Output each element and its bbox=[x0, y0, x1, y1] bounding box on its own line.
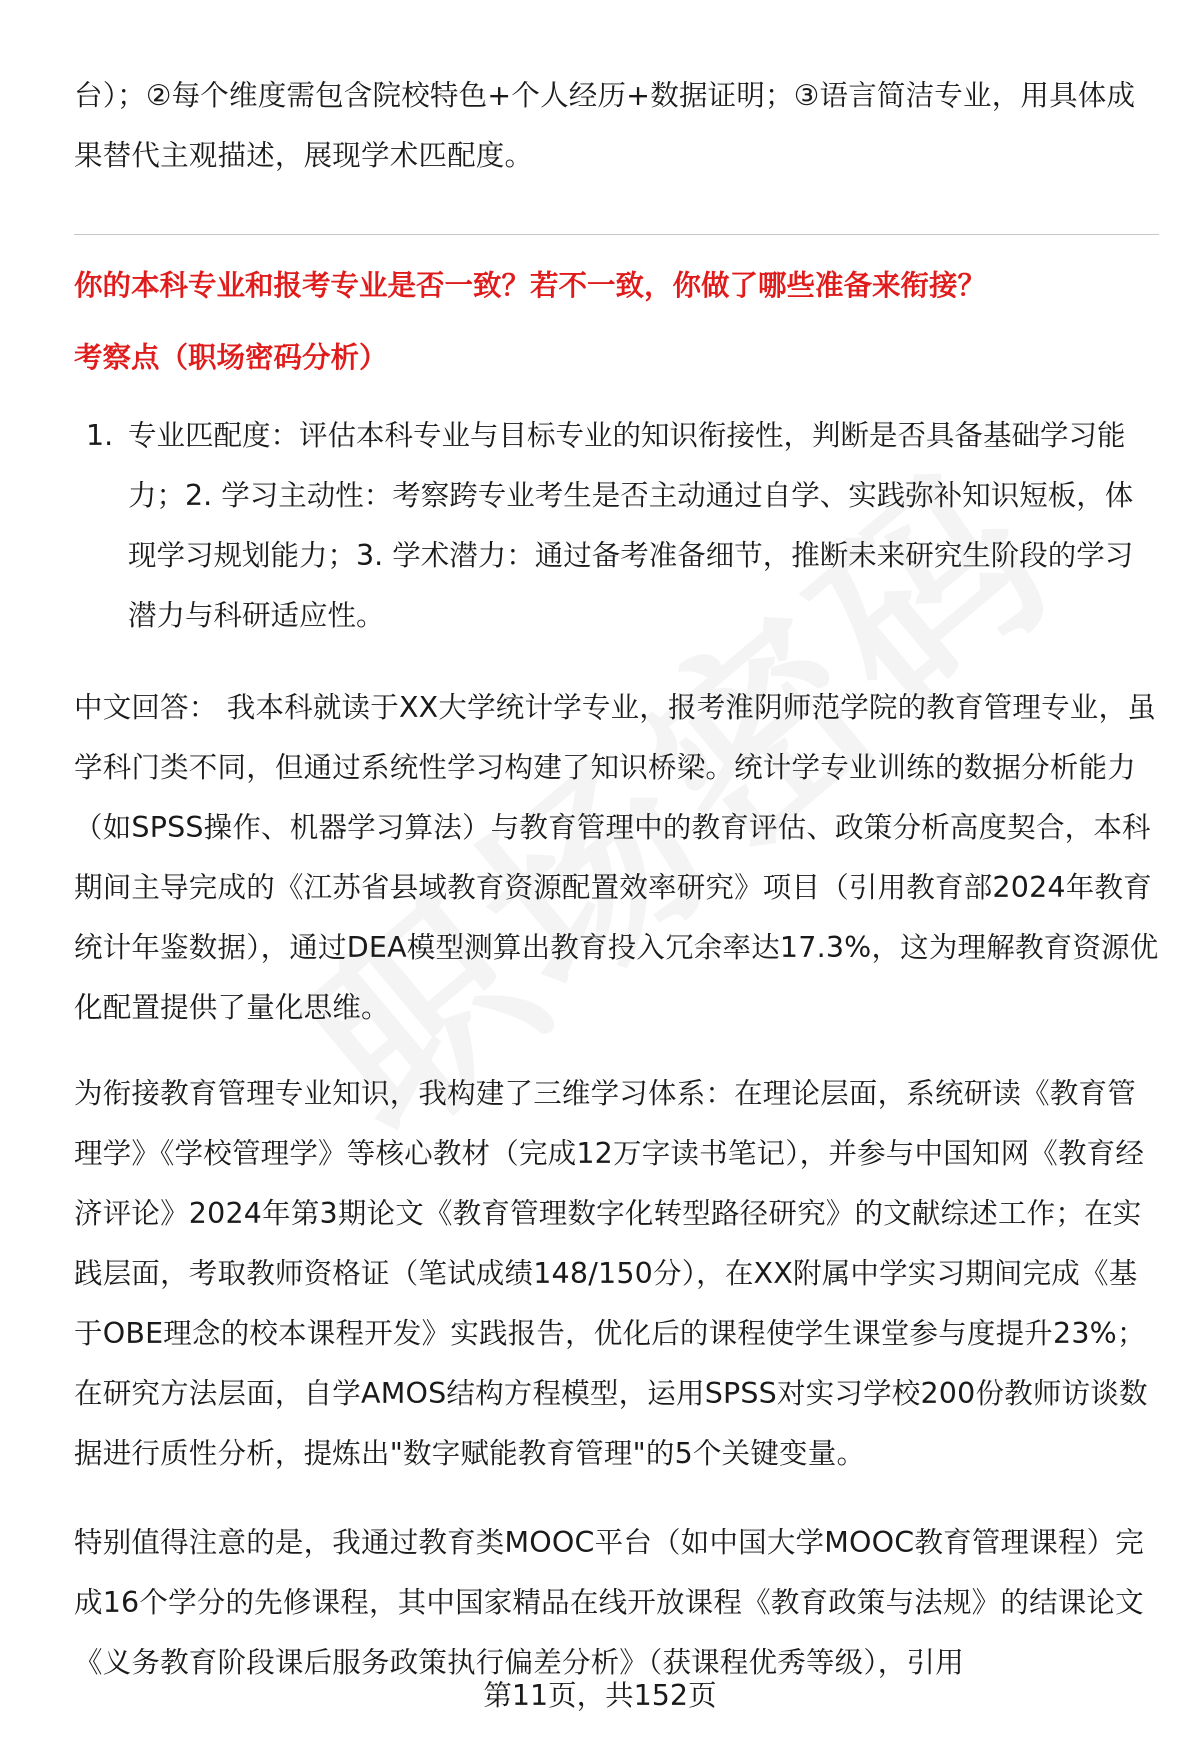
answer-paragraph-3 bbox=[74, 1513, 1159, 1693]
page-footer: 第11页，共152页 bbox=[483, 1679, 717, 1712]
intro-paragraph: 台）；②每个维度需包含院校特色+个人经历+数据证明；③语言简洁专业，用具体成果替代主观描述，展现学术匹配度。 bbox=[74, 79, 1136, 172]
answer-paragraph-1 bbox=[74, 678, 1159, 1038]
answer-text: 特别值得注意的是，我通过教育类MOOC平台（如中国大学MOOC教育管理课程）完成16个学分的先修课程，其中国家精品在线开放课程《教育政策与法规》的结课论文《义务教育阶段课后服务政策执行偏差分析》（获课程优秀等级），引用 bbox=[74, 1526, 1145, 1679]
focus-list bbox=[74, 406, 1159, 646]
intro-block bbox=[74, 0, 1159, 186]
question-heading: 你的本科专业和报考专业是否一致？若不一致，你做了哪些准备来衔接？ bbox=[74, 269, 987, 302]
answer-text: 为衔接教育管理专业知识，我构建了三维学习体系：在理论层面，系统研读《教育管理学》《学校管理学》等核心教材（完成12万字读书笔记），并参与中国知网《教育经济评论》2024年第3期论文《教育管理数字化转型路径研究》的文献综述工作；在实践层面，考取教师资格证（笔试成绩148/150分），在XX附属中学实习期间完成《基于OBE理念的校本课程开发》实践报告，优化后的课程使学生课堂参与度提升23%；在研究方法层面，自学AMOS结构方程模型，运用SPSS对实习学校200份教师访谈数据进行质性分析，提炼出"数字赋能教育管理"的5个关键变量。 bbox=[74, 1077, 1148, 1470]
focus-heading: 考察点（职场密码分析） bbox=[74, 341, 388, 374]
answer-text: 中文回答： 我本科就读于XX大学统计学专业，报考淮阴师范学院的教育管理专业，虽学科门类不同，但通过系统性学习构建了知识桥梁。统计学专业训练的数据分析能力（如SPSS操作、机器学习算法）与教育管理中的教育评估、政策分析高度契合，本科期间主导完成的《江苏省县域教育资源配置效率研究》项目（引用教育部2024年教育统计年鉴数据），通过DEA模型测算出教育投入冗余率达17.3%，这为理解教育资源优化配置提供了量化思维。 bbox=[74, 691, 1159, 1024]
answer-paragraph-2 bbox=[74, 1064, 1159, 1484]
list-item-text: 专业匹配度：评估本科专业与目标专业的知识衔接性，判断是否具备基础学习能力；2. 学习主动性：考察跨专业考生是否主动通过自学、实践弥补知识短板，体现学习规划能力；3. 学术潜力：通过备考准备细节，推断未来研究生阶段的学习潜力与科研适应性。 bbox=[128, 419, 1134, 632]
section-divider bbox=[74, 234, 1159, 235]
list-number: 1. bbox=[86, 419, 114, 452]
